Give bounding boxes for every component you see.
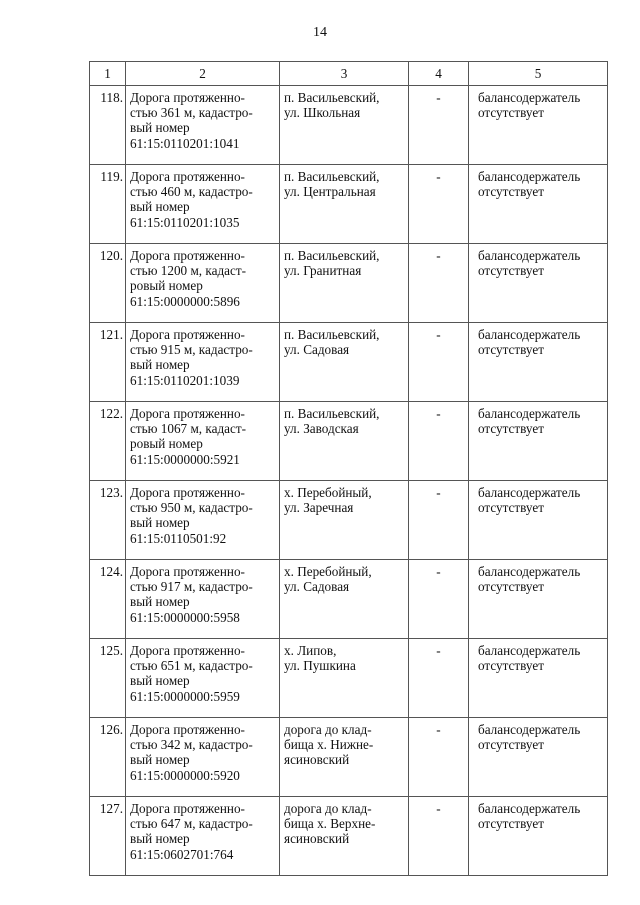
description-line: стью 915 м, кадастро-: [130, 342, 253, 358]
address-cell: [280, 718, 409, 797]
address-line: п. Васильевский,: [284, 406, 380, 421]
address-line: х. Перебойный,: [284, 485, 372, 500]
holder-cell: [469, 560, 608, 639]
column-4-cell: -: [409, 165, 469, 244]
row-number-cell: 123.: [90, 481, 126, 560]
object-description-cell: [126, 165, 280, 244]
object-description-cell: [126, 244, 280, 323]
address-cell: [280, 639, 409, 718]
column-header-1: 1: [90, 62, 126, 86]
row-number-cell: 120.: [90, 244, 126, 323]
column-4-cell: -: [409, 718, 469, 797]
holder-line: отсутствует: [478, 342, 544, 358]
address-line: дорога до клад-: [284, 722, 372, 737]
description-line: стью 917 м, кадастро-: [130, 579, 253, 595]
column-4-cell: -: [409, 402, 469, 481]
holder-line: отсутствует: [478, 658, 544, 674]
holder-line: балансодержатель: [478, 564, 581, 579]
column-header-2: 2: [126, 62, 280, 86]
address-line: бища х. Нижне-: [284, 737, 374, 753]
table-row: [90, 165, 608, 244]
address-line: ул. Садовая: [284, 342, 350, 358]
holder-line: балансодержатель: [478, 643, 581, 658]
holder-line: балансодержатель: [478, 722, 581, 737]
holder-cell: [469, 244, 608, 323]
description-line: стью 460 м, кадастро-: [130, 184, 253, 200]
description-line: Дорога протяженно-: [130, 406, 245, 421]
registry-table: [89, 61, 608, 876]
table-row: [90, 244, 608, 323]
description-line: Дорога протяженно-: [130, 169, 245, 184]
row-number-cell: 124.: [90, 560, 126, 639]
description-line: вый номер: [130, 357, 190, 373]
description-line: 61:15:0000000:5921: [130, 451, 240, 467]
description-line: 61:15:0110501:92: [130, 530, 227, 546]
row-number-cell: 125.: [90, 639, 126, 718]
holder-line: балансодержатель: [478, 485, 581, 500]
holder-line: балансодержатель: [478, 169, 581, 184]
row-number-cell: 119.: [90, 165, 126, 244]
column-4-cell: -: [409, 797, 469, 876]
holder-cell: [469, 86, 608, 165]
address-line: п. Васильевский,: [284, 327, 380, 342]
description-line: Дорога протяженно-: [130, 248, 245, 263]
table-row: [90, 560, 608, 639]
object-description-cell: [126, 481, 280, 560]
object-description-cell: [126, 402, 280, 481]
address-line: х. Перебойный,: [284, 564, 372, 579]
holder-line: балансодержатель: [478, 801, 581, 816]
column-header-4: 4: [409, 62, 469, 86]
object-description-cell: [126, 797, 280, 876]
address-cell: [280, 244, 409, 323]
address-line: ул. Заречная: [284, 500, 354, 516]
address-line: бища х. Верхне-: [284, 816, 376, 832]
holder-cell: [469, 402, 608, 481]
description-line: Дорога протяженно-: [130, 643, 245, 658]
address-cell: [280, 481, 409, 560]
header-row: [90, 62, 608, 86]
object-description-cell: [126, 323, 280, 402]
description-line: Дорога протяженно-: [130, 722, 245, 737]
table-row: [90, 639, 608, 718]
holder-cell: [469, 481, 608, 560]
description-line: стью 342 м, кадастро-: [130, 737, 253, 753]
description-line: Дорога протяженно-: [130, 801, 245, 816]
holder-line: балансодержатель: [478, 248, 581, 263]
row-number-cell: 126.: [90, 718, 126, 797]
description-line: вый номер: [130, 831, 190, 847]
address-line: ул. Школьная: [284, 105, 361, 121]
description-line: 61:15:0000000:5896: [130, 293, 240, 309]
table-row: [90, 797, 608, 876]
object-description-cell: [126, 639, 280, 718]
column-4-cell: -: [409, 560, 469, 639]
table-row: [90, 323, 608, 402]
description-line: Дорога протяженно-: [130, 90, 245, 105]
address-line: ул. Пушкина: [284, 658, 356, 674]
holder-line: отсутствует: [478, 263, 544, 279]
table-row: [90, 718, 608, 797]
table-row: [90, 86, 608, 165]
description-line: вый номер: [130, 673, 190, 689]
address-line: ул. Центральная: [284, 184, 376, 200]
table-row: [90, 481, 608, 560]
column-4-cell: -: [409, 639, 469, 718]
holder-cell: [469, 718, 608, 797]
object-description-cell: [126, 86, 280, 165]
address-line: дорога до клад-: [284, 801, 372, 816]
column-header-3: 3: [280, 62, 409, 86]
holder-line: отсутствует: [478, 184, 544, 200]
description-line: 61:15:0000000:5958: [130, 609, 240, 625]
holder-line: отсутствует: [478, 105, 544, 121]
holder-line: балансодержатель: [478, 327, 581, 342]
holder-line: отсутствует: [478, 500, 544, 516]
description-line: вый номер: [130, 120, 190, 136]
page-number: 14: [313, 25, 327, 40]
address-line: ясиновский: [284, 831, 350, 847]
description-line: 61:15:0110201:1035: [130, 214, 240, 230]
description-line: 61:15:0000000:5959: [130, 688, 240, 704]
description-line: стью 1067 м, кадаст-: [130, 421, 247, 437]
column-4-cell: -: [409, 323, 469, 402]
description-line: 61:15:0602701:764: [130, 846, 234, 862]
description-line: стью 950 м, кадастро-: [130, 500, 253, 516]
holder-cell: [469, 797, 608, 876]
holder-cell: [469, 165, 608, 244]
address-line: п. Васильевский,: [284, 90, 380, 105]
description-line: Дорога протяженно-: [130, 327, 245, 342]
description-line: ровый номер: [130, 436, 203, 452]
address-line: х. Липов,: [284, 643, 337, 658]
address-cell: [280, 165, 409, 244]
holder-line: отсутствует: [478, 816, 544, 832]
address-line: ул. Гранитная: [284, 263, 362, 279]
description-line: вый номер: [130, 199, 190, 215]
address-line: ул. Заводская: [284, 421, 359, 437]
column-4-cell: -: [409, 244, 469, 323]
description-line: вый номер: [130, 594, 190, 610]
row-number-cell: 121.: [90, 323, 126, 402]
description-line: 61:15:0000000:5920: [130, 767, 240, 783]
address-cell: [280, 402, 409, 481]
row-number-cell: 127.: [90, 797, 126, 876]
description-line: Дорога протяженно-: [130, 564, 245, 579]
description-line: вый номер: [130, 752, 190, 768]
address-line: п. Васильевский,: [284, 248, 380, 263]
holder-cell: [469, 323, 608, 402]
table-row: [90, 402, 608, 481]
holder-cell: [469, 639, 608, 718]
column-4-cell: -: [409, 481, 469, 560]
description-line: стью 361 м, кадастро-: [130, 105, 253, 121]
holder-line: отсутствует: [478, 737, 544, 753]
description-line: стью 651 м, кадастро-: [130, 658, 253, 674]
address-line: ясиновский: [284, 752, 350, 768]
description-line: 61:15:0110201:1039: [130, 372, 240, 388]
description-line: стью 1200 м, кадаст-: [130, 263, 247, 279]
object-description-cell: [126, 718, 280, 797]
description-line: вый номер: [130, 515, 190, 531]
holder-line: отсутствует: [478, 579, 544, 595]
column-header-5: 5: [469, 62, 608, 86]
address-cell: [280, 560, 409, 639]
table-body: [90, 62, 608, 876]
holder-line: отсутствует: [478, 421, 544, 437]
description-line: 61:15:0110201:1041: [130, 135, 240, 151]
description-line: Дорога протяженно-: [130, 485, 245, 500]
holder-line: балансодержатель: [478, 90, 581, 105]
address-line: ул. Садовая: [284, 579, 350, 595]
row-number-cell: 118.: [90, 86, 126, 165]
address-cell: [280, 86, 409, 165]
address-cell: [280, 797, 409, 876]
address-cell: [280, 323, 409, 402]
description-line: ровый номер: [130, 278, 203, 294]
address-line: п. Васильевский,: [284, 169, 380, 184]
row-number-cell: 122.: [90, 402, 126, 481]
object-description-cell: [126, 560, 280, 639]
column-4-cell: -: [409, 86, 469, 165]
description-line: стью 647 м, кадастро-: [130, 816, 253, 832]
holder-line: балансодержатель: [478, 406, 581, 421]
